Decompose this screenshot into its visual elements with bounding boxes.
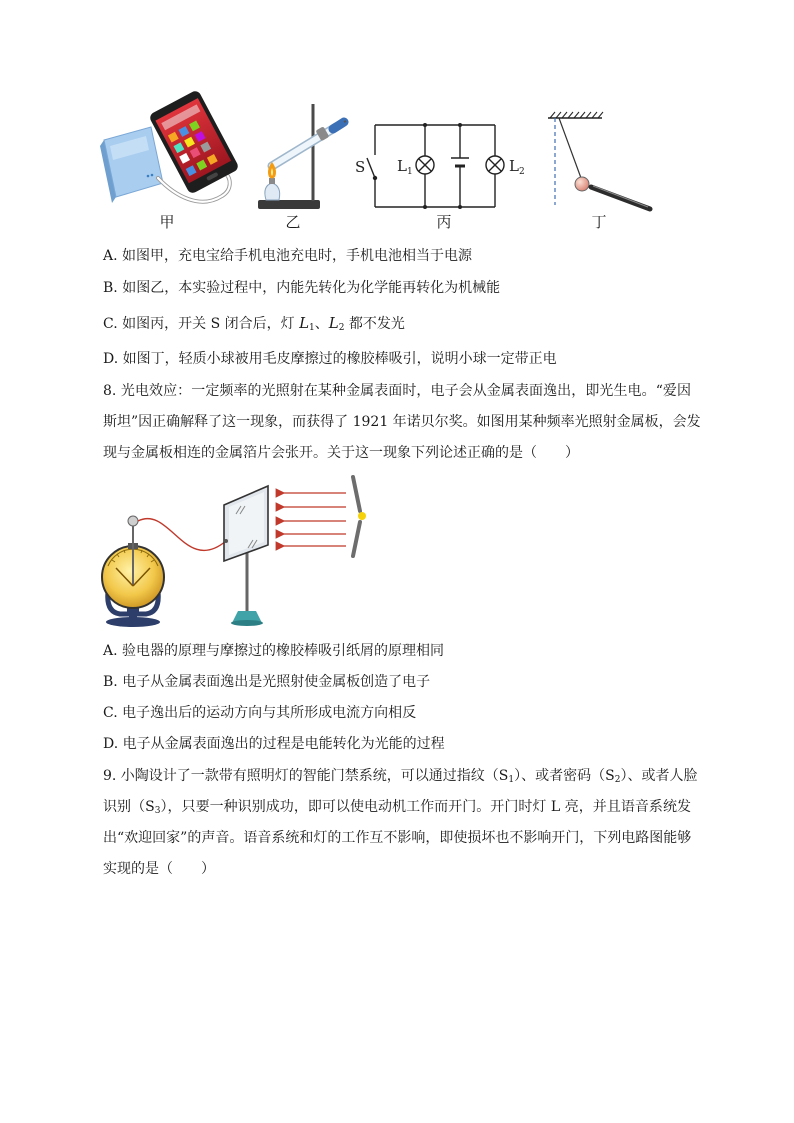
q9-text: ），只要一种识别成功，即可以使电动机工作而开门。开门时灯 L 亮，并且语音系统发 — [160, 799, 691, 815]
q7-option-c-sep: 、 — [314, 316, 329, 332]
electroscope-knob — [128, 516, 138, 526]
light-ball — [575, 177, 589, 191]
q7-option-c — [103, 313, 405, 338]
light-source — [353, 477, 366, 556]
caption-jia: 甲 — [159, 213, 175, 231]
q7-option-c-tail: 都不发光 — [344, 316, 405, 332]
figure-jia-powerbank-phone — [100, 89, 240, 203]
caption-ding: 丁 — [591, 213, 607, 231]
q9-text: ）、或者密码（S — [514, 768, 615, 784]
stand-base — [258, 200, 320, 209]
electroscope — [102, 516, 164, 608]
q7-option-c-l2-sub: 2 — [338, 323, 345, 333]
q9-subscript: 2 — [614, 775, 621, 785]
q9-text: 9. 小陶设计了一款带有照明灯的智能门禁系统，可以通过指纹（S — [103, 768, 509, 784]
q8-stem-line: 8. 光电效应：一定频率的光照射在某种金属表面时，电子会从金属表面逸出，即光生电。“爱因 — [103, 383, 691, 399]
q8-option-b: B. 电子从金属表面逸出是光照射使金属板创造了电子 — [103, 674, 431, 690]
circuit-label-l2: $L_2$ — [509, 157, 525, 177]
test-tube — [272, 121, 346, 166]
q9-stem-line — [103, 766, 698, 790]
figure-ding-ball-rod — [548, 112, 650, 209]
caption-yi: 乙 — [285, 213, 301, 231]
circuit-label-l1: $L_1$ — [397, 157, 413, 177]
caption-bing: 丙 — [436, 213, 452, 231]
rubber-rod — [591, 187, 650, 209]
lamp-l2 — [486, 156, 504, 174]
q8-stem-line: 现与金属板相连的金属箔片会张开。关于这一现象下列论述正确的是（ ） — [103, 445, 579, 461]
q9-stem-line: 出“欢迎回家”的声音。语音系统和灯的工作互不影响，即使损坏也不影响开门，下列电路图能够 — [103, 830, 692, 846]
q7-option-c-l2: L — [328, 314, 339, 332]
q8-option-d: D. 电子从金属表面逸出的过程是电能转化为光能的过程 — [103, 736, 445, 752]
q8-stem-line: 斯坦”因正确解释了这一现象，而获得了 1921 年诺贝尔奖。如图用某种频率光照射金属板，会发 — [103, 414, 701, 430]
light-rays — [284, 493, 346, 546]
q7-option-c-text: C. 如图丙，开关 S 闭合后，灯 — [103, 316, 300, 332]
switch-s — [367, 158, 375, 178]
q9-stem-line: 实现的是（ ） — [103, 861, 215, 877]
q8-option-c: C. 电子逸出后的运动方向与其所形成电流方向相反 — [103, 705, 417, 721]
q7-option-b: B. 如图乙，本实验过程中，内能先转化为化学能再转化为机械能 — [103, 280, 501, 296]
battery — [451, 158, 469, 166]
connecting-wire — [138, 519, 226, 551]
circuit-label-s: S — [355, 158, 366, 176]
string — [559, 118, 581, 178]
q9-text: ）、或者人脸 — [620, 768, 698, 784]
q7-option-c-l1-sub: 1 — [309, 323, 315, 333]
figure-photoelectric — [102, 477, 366, 627]
q9-text: 识别（S — [103, 799, 155, 815]
plate-stand — [231, 553, 263, 626]
figure-yi-test-tube-heating — [258, 104, 346, 209]
lamp-l1 — [416, 156, 434, 174]
q7-option-c-l1: L — [299, 314, 310, 332]
power-bank — [100, 127, 163, 203]
figure-bing-circuit — [367, 123, 504, 209]
q7-option-a: A. 如图甲，充电宝给手机电池充电时，手机电池相当于电源 — [103, 248, 473, 264]
metal-plate — [224, 486, 268, 561]
q9-subscript: 3 — [154, 806, 161, 816]
q9-stem-line — [103, 797, 691, 821]
q8-option-a: A. 验电器的原理与摩擦过的橡胶棒吸引纸屑的原理相同 — [103, 643, 445, 659]
q7-option-d: D. 如图丁，轻质小球被用毛皮摩擦过的橡胶棒吸引，说明小球一定带正电 — [103, 351, 557, 367]
q9-subscript: 1 — [508, 775, 515, 785]
